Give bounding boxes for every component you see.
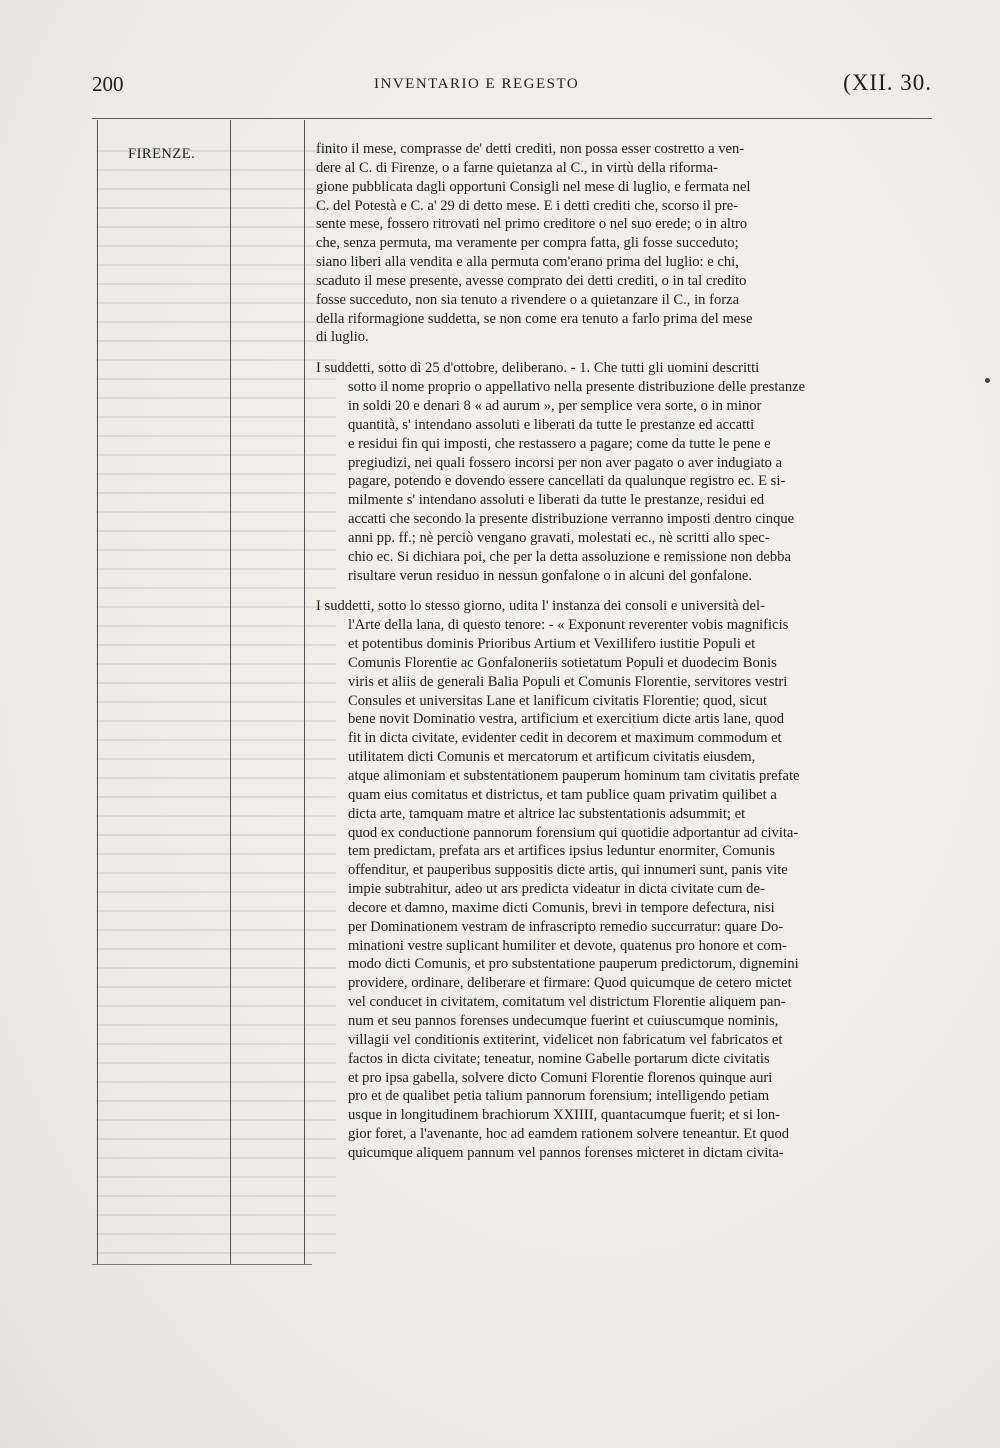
text-line: num et seu pannos forenses undecumque fuerint et cuiuscumque nominis, [348, 1012, 779, 1029]
text-line: atque alimoniam et substentationem pauperum hominum tam civitatis prefate [348, 768, 800, 784]
text-line: accatti che secondo la presente distribuzione verranno imposti dentro cinque [348, 511, 795, 528]
text-line: per Dominationem vestram de infrascripto remedio succurratur: quare Do- [348, 918, 784, 935]
column-rule-middle [230, 120, 231, 1265]
text-line: sotto il nome proprio o appellativo nella presente distribuzione delle prestanze [348, 379, 806, 396]
footer-rule [92, 1264, 312, 1265]
text-line: che, senza permuta, ma veramente per compra fatta, gli fosse succeduto; [316, 235, 739, 252]
text-line: pro et de qualibet petia talium pannorum forensium; intelligendo petiam [348, 1088, 770, 1105]
text-line: et potentibus dominis Prioribus Artium et Vexillifero iustitie Populi et [348, 636, 756, 653]
page-header [92, 72, 932, 106]
text-line: gione pubblicata dagli opportuni Consigli nel mese di luglio, e fermata nel [316, 178, 751, 195]
text-line: gior foret, a l'avenante, hoc ad eamdem rationem solvere teneantur. Et quod [348, 1126, 790, 1143]
text-line: fit in dicta civitate, evidenter cedit in decorem et maximum commodum et [348, 730, 782, 747]
text-line: dicta arte, tamquam matre et altrice lac substentationis adsummit; et [348, 805, 746, 822]
text-line: decore et damno, maxime dicti Comunis, brevi in tempore defectura, nisi [348, 899, 775, 916]
text-line: e residui fin qui imposti, che restassero a pagare; come da tutte le pene e [348, 435, 771, 452]
text-line: I suddetti, sotto lo stesso giorno, udita l' instanza dei consoli e università del- [316, 598, 765, 615]
text-line: chio ec. Si dichiara poi, che per la detta assoluzione e remissione non debba [348, 548, 791, 565]
text-line: vel conducet in civitatem, comitatum vel districtum Florentie aliquem pan- [348, 994, 786, 1011]
text-line: quantità, s' intendano assoluti e liberati da tutte le prestanze ed accatti [348, 416, 755, 433]
paragraph [316, 140, 930, 347]
text-line: pregiudizi, nei quali fossero incorsi per non aver pagato o aver indugiato a [348, 454, 783, 471]
text-line: sente mese, fossero ritrovati nel primo creditore o nel suo erede; o in altro [316, 216, 748, 233]
bleed-through-text [96, 140, 336, 1260]
text-line: quicumque aliquem pannum vel pannos forenses micteret in dictam civita- [348, 1144, 784, 1161]
text-line: C. del Potestà e C. a' 29 di detto mese. E i detti crediti che, scorso il pre- [316, 197, 739, 214]
text-line: pagare, potendo e dovendo essere cancellati da qualunque registro ec. E si- [348, 473, 786, 490]
column-rule-right [304, 120, 305, 1265]
date-reference: (XII. 30. [843, 70, 932, 95]
main-text [316, 140, 930, 1163]
text-line: impie subtrahitur, adeo ut ars predicta videatur in dicta civitate cum de- [348, 881, 765, 898]
column-rule-left [97, 120, 98, 1265]
text-line: Comunis Florentie ac Gonfaloneriis sotietatum Populi et duodecim Bonis [348, 654, 777, 671]
text-line: et pro ipsa gabella, solvere dicto Comuni Florentie florenos quinque auri [348, 1069, 773, 1086]
text-line: quod ex conductione pannorum forensium qui quotidie adportantur ad civita- [348, 824, 799, 841]
text-line: in soldi 20 e denari 8 « ad aurum », per semplice vera sorte, o in minor [348, 397, 762, 414]
text-line: villagii vel conditionis extiterint, videlicet non fabricatum vel fabricatos et [348, 1031, 783, 1048]
paragraph [316, 597, 930, 1162]
text-line: finito il mese, comprasse de' detti crediti, non possa esser costretto a ven- [316, 141, 745, 157]
text-line: siano liberi alla vendita e alla permuta com'erano prima del luglio: e chi, [316, 254, 739, 271]
text-line: usque in longitudinem brachiorum XXIIII, quantacumque fuerit; et si lon- [348, 1107, 781, 1124]
text-line: scaduto il mese presente, avesse comprato dei detti crediti, o in tal credito [316, 272, 747, 289]
text-line: viris et aliis de generali Balia Populi et Comunis Florentie, servitores vestri [348, 673, 788, 690]
text-line: Consules et universitas Lane et lanificum civitatis Florentie; quod, sicut [348, 692, 768, 709]
text-line: modo dicti Comunis, et pro substentatione pauperum predictorum, dignemini [348, 956, 799, 973]
text-line: anni pp. ff.; nè perciò vengano gravati, molestati ec., nè scritti allo spec- [348, 529, 770, 546]
text-line: dere al C. di Firenze, o a farne quietanza al C., in virtù della riforma- [316, 159, 718, 176]
paragraph [316, 359, 930, 585]
text-line: milmente s' intendano assoluti e liberati da tutte le prestanze, residui ed [348, 492, 764, 509]
text-line: fosse succeduto, non sia tenuto a rivendere o a quietanzare il C., in forza [316, 291, 740, 308]
text-line: l'Arte della lana, di questo tenore: - « Exponunt reverenter vobis magnificis [348, 617, 789, 634]
page-number: 200 [92, 72, 124, 96]
text-line: utilitatem dicti Comunis et mercatorum et artificum civitatis eiusdem, [348, 749, 756, 766]
text-line: offenditur, et pauperibus suppositis dicte artis, qui innumeri sunt, panis vite [348, 862, 788, 879]
text-line: tem predictam, prefata ars et artifices ipsius leduntur enormiter, Comunis [348, 843, 775, 860]
text-line: providere, ordinare, deliberare et firmare: Quod quicumque de cetero mictet [348, 975, 792, 992]
text-line: minationi vestre suplicant humiliter et devote, quatenus pro honore et com- [348, 937, 787, 954]
text-line: bene novit Dominatio vestra, artificium et exercitium dicte artis lane, quod [348, 711, 785, 728]
header-rule [92, 118, 932, 119]
margin-mark [985, 378, 990, 383]
text-line: della riformagione suddetta, se non come era tenuto a farlo prima del mese [316, 310, 753, 327]
text-line: quam eius comitatus et districtus, et tam publice quam privatim quilibet a [348, 786, 777, 803]
margin-place-name: FIRENZE. [128, 146, 196, 162]
text-line: risultare verun residuo in nessun gonfalone o in alcuni del gonfalone. [348, 567, 753, 584]
text-line: di luglio. [316, 329, 369, 346]
text-line: factos in dicta civitate; teneatur, nomine Gabelle portarum dicte civitatis [348, 1050, 770, 1067]
running-title: INVENTARIO E REGESTO [374, 76, 580, 92]
text-line: I suddetti, sotto dì 25 d'ottobre, deliberano. - 1. Che tutti gli uomini descritti [316, 360, 760, 377]
